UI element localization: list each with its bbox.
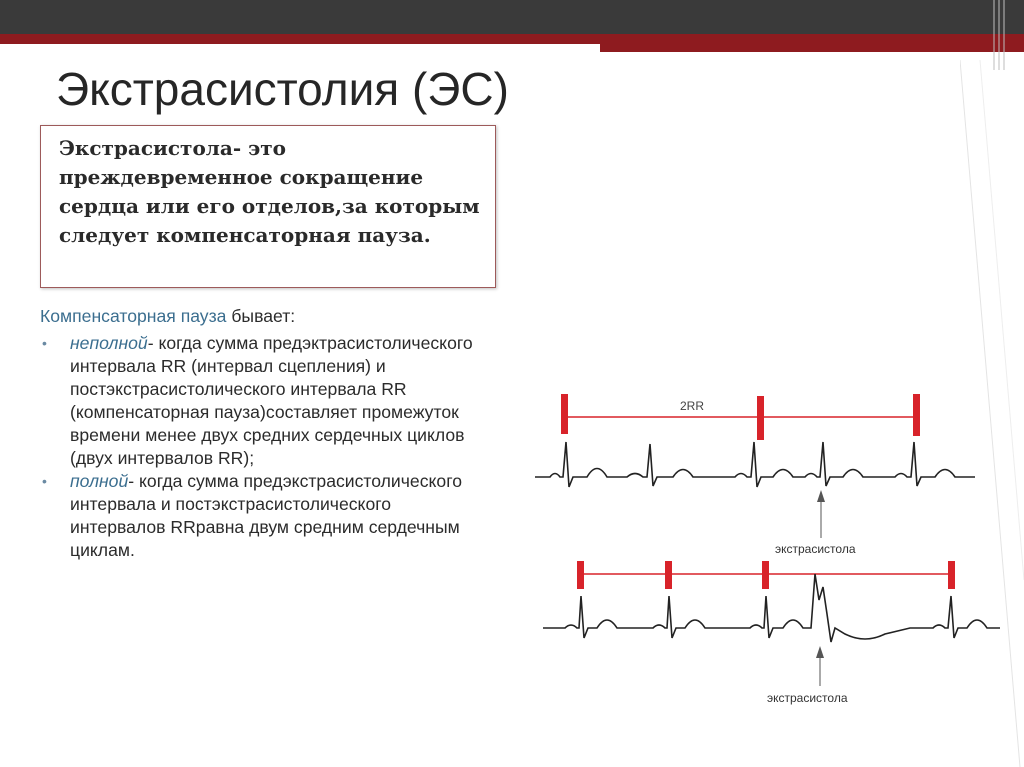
accent-stripe [0, 34, 1024, 44]
r-marker [913, 394, 920, 436]
accent-stripe-secondary [600, 44, 1024, 52]
item-text: - когда сумма предэктрасистолического интервала RR (интервал сцепления) и постэкстрасистолического интервала RR (компенсаторная пауза)составляет промежуток времени менее двух средних сердечных циклов (двух интервалов RR); [70, 333, 473, 468]
r-marker [577, 561, 584, 589]
bullet-icon: • [42, 335, 47, 351]
arrow-head [817, 490, 825, 502]
intro-line [40, 305, 490, 328]
item-term: полной [70, 471, 129, 491]
arrow-label: экстрасистола [767, 691, 848, 705]
r-marker [948, 561, 955, 589]
list-item [40, 332, 490, 470]
list-item [40, 470, 490, 562]
item-text: - когда сумма предэкстрасистолического интервала и постэкстрасистолического интервалов RRравна двум средним сердечным циклам. [70, 471, 463, 560]
arrow-head [816, 646, 824, 658]
rr-label: 2RR [680, 399, 705, 413]
intro-accent: Компенсаторная пауза [40, 306, 227, 326]
r-marker [762, 561, 769, 589]
ecg-trace-top [535, 442, 975, 487]
slide-title: Экстрасистолия (ЭС) [56, 63, 509, 115]
r-marker [665, 561, 672, 589]
ecg-trace-bottom [543, 574, 1000, 642]
ecg-figure [535, 382, 1005, 722]
r-marker [561, 394, 568, 434]
definition-box [40, 125, 496, 288]
r-marker [757, 396, 764, 440]
arrow-label: экстрасистола [775, 542, 856, 556]
body-text [40, 305, 490, 562]
intro-rest: бывает: [226, 306, 296, 326]
definition-text: Экстрасистола- это преждевременное сокращение сердца или его отделов,за которым следует компенсаторная пауза. [59, 136, 480, 247]
item-term: неполной [70, 333, 148, 353]
top-bar [0, 0, 1024, 34]
bullet-icon: • [42, 473, 47, 489]
